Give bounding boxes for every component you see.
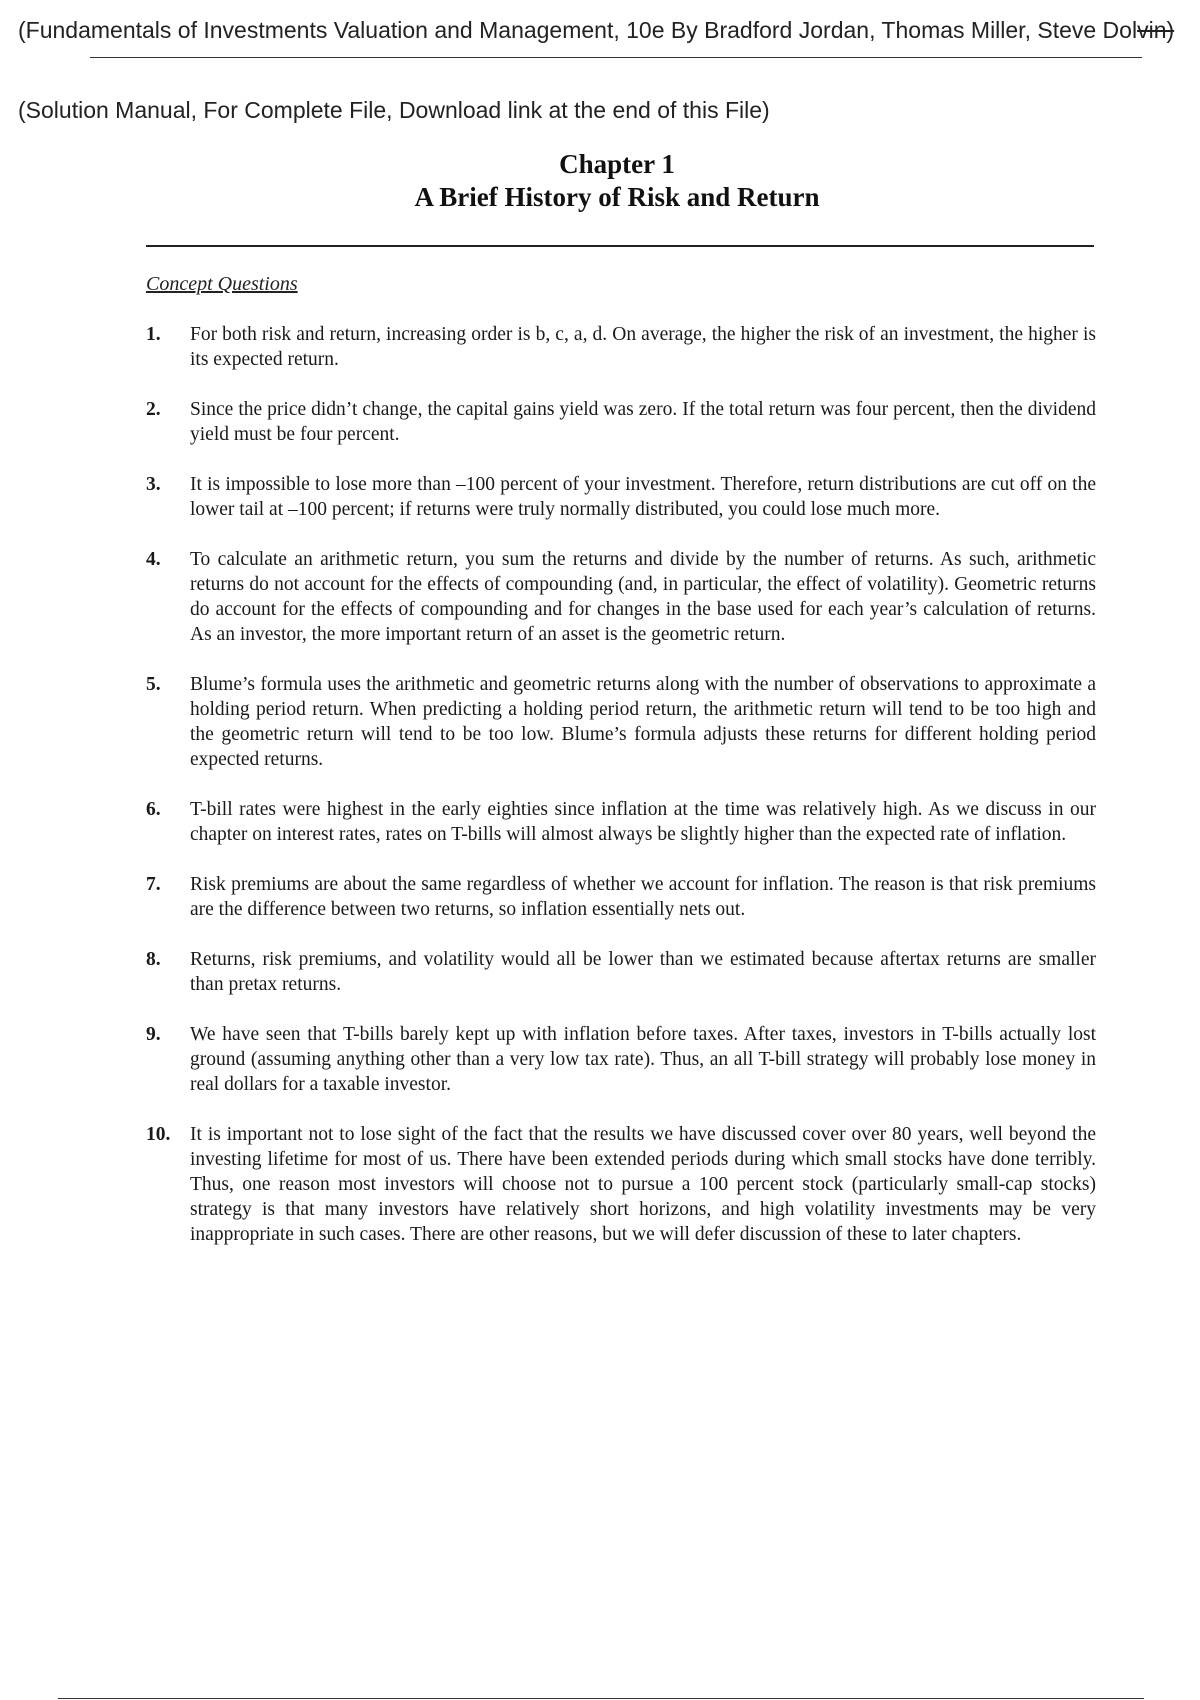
- list-item: [146, 547, 1096, 647]
- question-number: 2.: [146, 399, 161, 420]
- question-answer: To calculate an arithmetic return, you sum the returns and divide by the number of returns. As such, arithmetic returns do not account for the effects of compounding (and, in particular, the effect of volatility). Geometric returns do account for the effects of compounding and for changes in the base used for each year’s calculation of returns. As an investor, the more important return of an asset is the geometric return.: [190, 549, 1096, 645]
- question-number: 5.: [146, 674, 161, 695]
- question-number: 9.: [146, 1024, 161, 1045]
- question-answer: It is important not to lose sight of the fact that the results we have discussed cover over 80 years, well beyond the investing lifetime for most of us. There have been extended periods during which small stocks have done terribly. Thus, one reason most investors will choose not to pursue a 100 percent stock (particularly small-cap stocks) strategy is that many investors have relatively short horizons, and high volatility investments may be very inappropriate in such cases. There are other reasons, but we will defer discussion of these to later chapters.: [190, 1124, 1096, 1245]
- question-answer: T-bill rates were highest in the early eighties since inflation at the time was relatively high. As we discuss in our chapter on interest rates, rates on T-bills will almost always be slightly higher than the expected rate of inflation.: [190, 799, 1096, 845]
- chapter-heading: [0, 148, 1200, 214]
- list-item: [146, 472, 1096, 522]
- question-answer: Blume’s formula uses the arithmetic and geometric returns along with the number of observations to approximate a holding period return. When predicting a holding period return, the arithmetic return will tend to be too high and the geometric return will tend to be too low. Blume’s formula adjusts these returns for different holding period expected returns.: [190, 674, 1096, 770]
- download-note: (Solution Manual, For Complete File, Download link at the end of this File): [18, 97, 770, 123]
- title-divider: [146, 245, 1094, 247]
- source-title: [18, 18, 1178, 43]
- question-answer: For both risk and return, increasing order is b, c, a, d. On average, the higher the risk of an investment, the higher is its expected return.: [190, 324, 1096, 370]
- question-answer: Risk premiums are about the same regardless of whether we account for inflation. The reason is that risk premiums are the difference between two returns, so inflation essentially nets out.: [190, 874, 1096, 920]
- chapter-number: Chapter 1: [559, 149, 675, 179]
- question-number: 7.: [146, 874, 161, 895]
- question-answer: Since the price didn’t change, the capital gains yield was zero. If the total return was four percent, then the dividend yield must be four percent.: [190, 399, 1096, 445]
- question-number: 8.: [146, 949, 161, 970]
- chapter-title: A Brief History of Risk and Return: [414, 182, 820, 212]
- list-item: [146, 947, 1096, 997]
- question-number: 6.: [146, 799, 161, 820]
- top-divider: [90, 57, 1142, 58]
- list-item: [146, 797, 1096, 847]
- question-number: 3.: [146, 474, 161, 495]
- list-item: [146, 672, 1096, 772]
- list-item: [146, 1122, 1096, 1247]
- list-item: [146, 1022, 1096, 1097]
- list-item: [146, 397, 1096, 447]
- source-title-struck-text: vin): [1137, 17, 1175, 43]
- source-title-text: (Fundamentals of Investments Valuation and Management, 10e By Bradford Jordan, Thomas Miller, Steve Dol: [18, 17, 1138, 43]
- question-answer: We have seen that T-bills barely kept up with inflation before taxes. After taxes, investors in T-bills actually lost ground (assuming anything other than a very low tax rate). Thus, an all T-bill strategy will probably lose money in real dollars for a taxable investor.: [190, 1024, 1096, 1095]
- question-answer: Returns, risk premiums, and volatility would all be lower than we estimated because aftertax returns are smaller than pretax returns.: [190, 949, 1096, 995]
- question-number: 4.: [146, 549, 161, 570]
- section-heading: Concept Questions: [146, 273, 298, 295]
- list-item: [146, 872, 1096, 922]
- list-item: [146, 322, 1096, 372]
- bottom-divider: [58, 1698, 1144, 1699]
- question-list: [146, 322, 1096, 1272]
- question-answer: It is impossible to lose more than –100 percent of your investment. Therefore, return distributions are cut off on the lower tail at –100 percent; if returns were truly normally distributed, you could lose much more.: [190, 474, 1096, 520]
- question-number: 10.: [146, 1124, 171, 1145]
- question-number: 1.: [146, 324, 161, 345]
